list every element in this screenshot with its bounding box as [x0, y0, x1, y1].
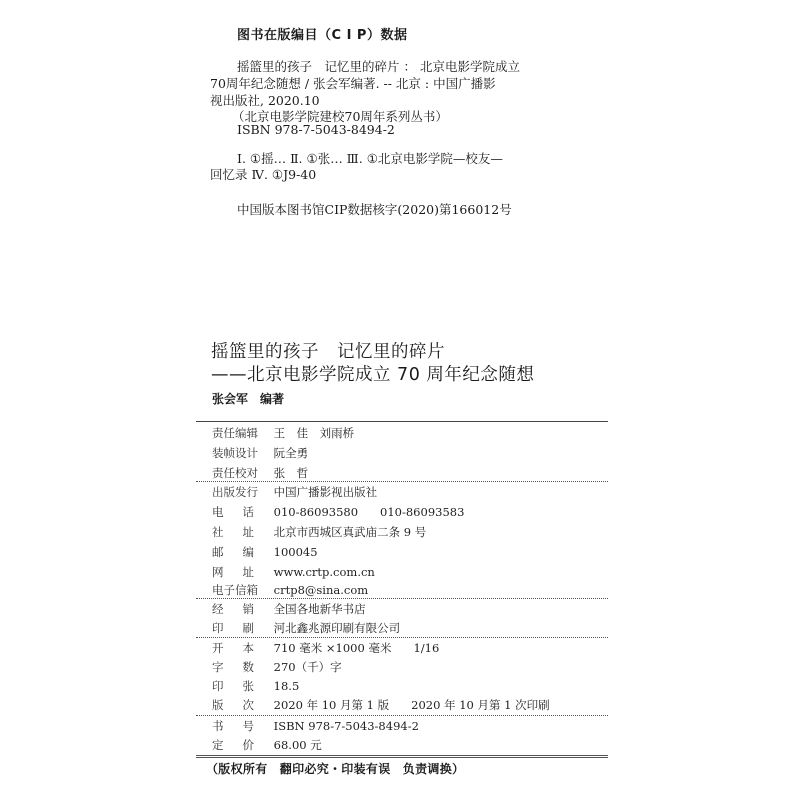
- row-value: 中国广播影视出版社: [273, 485, 378, 499]
- book-subtitle: ——北京电影学院成立 70 周年纪念随想: [211, 365, 535, 385]
- book-author: 张会军 编著: [212, 392, 285, 406]
- row-label: 印 张: [212, 679, 254, 693]
- row-label: 书 号: [212, 719, 254, 733]
- cip-line: ISBN 978-7-5043-8494-2: [237, 122, 395, 137]
- colophon-row-publisher: [212, 482, 377, 502]
- email-link[interactable]: crtp8@sina.com: [273, 583, 369, 597]
- row-label: 网 址: [212, 565, 254, 579]
- divider-double: [196, 755, 608, 758]
- row-label: 责任校对: [212, 466, 258, 480]
- divider-solid: [196, 421, 608, 422]
- row-label: 版 次: [212, 698, 254, 712]
- colophon-row-edition: [212, 695, 550, 715]
- row-value: 68.00 元: [273, 738, 322, 752]
- colophon-row-website: [212, 562, 375, 582]
- cip-line: 中国版本图书馆CIP数据核字(2020)第166012号: [237, 202, 512, 217]
- row-label: 出版发行: [212, 485, 258, 499]
- row-value: 18.5: [273, 679, 300, 693]
- cip-line: 回忆录 Ⅳ. ①J9-40: [210, 167, 317, 182]
- cip-line: 摇篮里的孩子 记忆里的碎片 ： 北京电影学院成立: [237, 59, 520, 74]
- row-label: 开 本: [212, 641, 254, 655]
- website-link[interactable]: www.crtp.com.cn: [273, 565, 375, 579]
- row-value: 2020 年 10 月第 1 版 2020 年 10 月第 1 次印刷: [273, 698, 550, 712]
- colophon-row-designer: [212, 443, 308, 463]
- colophon-row-email: [212, 580, 368, 600]
- colophon-row-isbn: [212, 716, 419, 736]
- colophon-row-proofreader: [212, 463, 308, 483]
- colophon-row-price: [212, 735, 322, 755]
- row-label: 邮 编: [212, 545, 254, 559]
- row-label: 定 价: [212, 738, 254, 752]
- colophon-row-phone: [212, 502, 464, 522]
- book-title: 摇篮里的孩子 记忆里的碎片: [211, 342, 445, 362]
- cip-line: Ⅰ. ①摇… Ⅱ. ①张… Ⅲ. ①北京电影学院—校友—: [237, 151, 503, 166]
- row-value: 北京市西城区真武庙二条 9 号: [273, 525, 427, 539]
- row-value: 710 毫米 ×1000 毫米 1/16: [273, 641, 440, 655]
- row-value: 全国各地新华书店: [273, 602, 366, 616]
- row-label: 电子信箱: [212, 583, 258, 597]
- row-label: 印 刷: [212, 621, 254, 635]
- row-label: 社 址: [212, 525, 254, 539]
- row-value: 王 佳 刘雨桥: [273, 426, 355, 440]
- colophon-row-address: [212, 522, 426, 542]
- row-value: ISBN 978-7-5043-8494-2: [273, 719, 419, 733]
- colophon-row-distributor: [212, 599, 366, 619]
- row-label: 字 数: [212, 660, 254, 674]
- row-value: 河北鑫兆源印刷有限公司: [273, 621, 401, 635]
- row-value: 010-86093580 010-86093583: [273, 505, 465, 519]
- colophon-row-postcode: [212, 542, 318, 562]
- row-value: 阮全勇: [273, 446, 309, 460]
- cip-heading: 图书在版编目（C I P）数据: [237, 28, 408, 43]
- row-value: 270（千）字: [273, 660, 342, 674]
- colophon-row-format: [212, 638, 439, 658]
- cip-line: 70周年纪念随想 / 张会军编著. -- 北京 : 中国广播影: [210, 76, 496, 91]
- colophon-row-wordcount: [212, 657, 342, 677]
- row-label: 装帧设计: [212, 446, 258, 460]
- copyright-notice: （版权所有 翻印必究・印装有误 负责调换）: [206, 762, 465, 776]
- colophon-row-printer: [212, 618, 400, 638]
- row-label: 责任编辑: [212, 426, 258, 440]
- row-label: 经 销: [212, 602, 254, 616]
- row-label: 电 话: [212, 505, 254, 519]
- cip-line: （北京电影学院建校70周年系列丛书）: [232, 109, 448, 124]
- colophon-row-sheets: [212, 676, 299, 696]
- row-value: 100045: [273, 545, 318, 559]
- cip-line: 视出版社, 2020.10: [210, 93, 320, 108]
- row-value: 张 哲: [273, 466, 309, 480]
- colophon-row-editor: [212, 423, 354, 443]
